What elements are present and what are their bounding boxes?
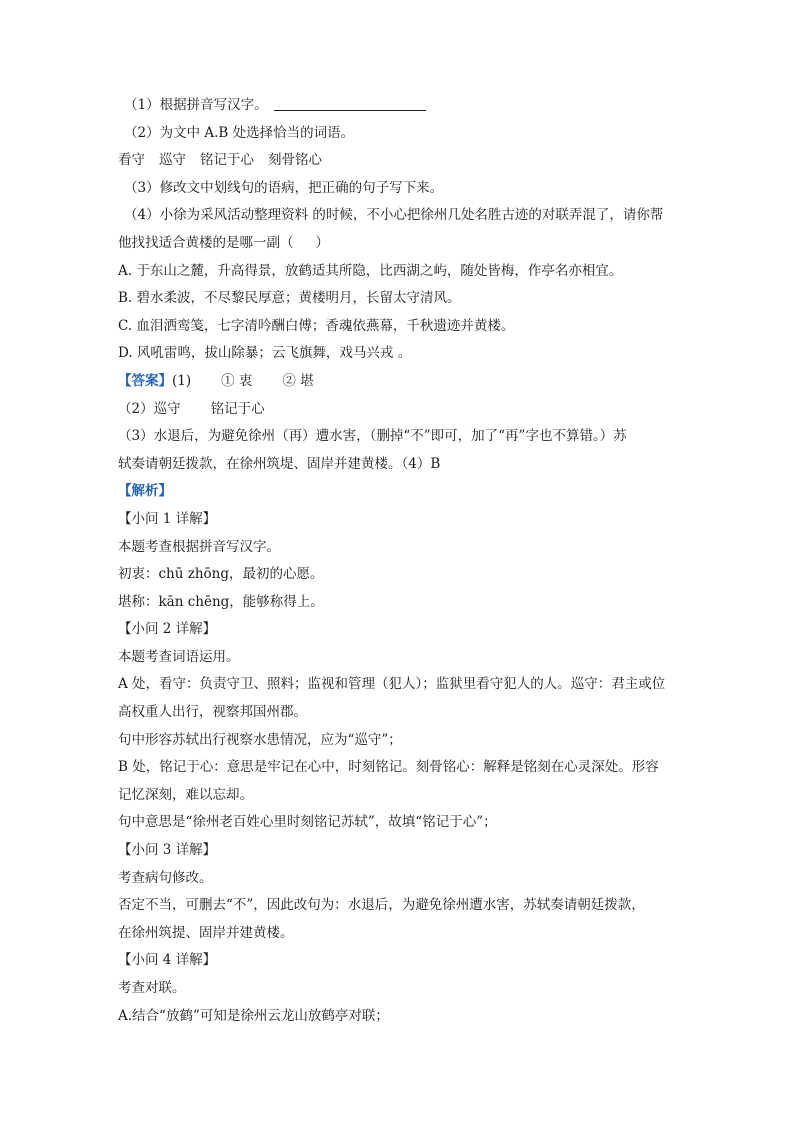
analysis-line: 考查对联。 [118,980,186,996]
option-a: A. 于东山之麓，升高得景，放鹤适其所隐，比西湖之屿，随处皆梅，作亭名亦相宜。 [118,262,623,279]
analysis-line: 否定不当，可删去“不”，因此改句为：水退后，为避免徐州遭水害，苏轼奏请朝廷拨款， [118,897,645,914]
document-page [118,92,678,1030]
analysis-line: 本题考查词语运用。 [118,648,240,665]
analysis-line: 句中形容苏轼出行视察水患情况，应为“巡守”； [118,731,402,748]
word-option: 铭记于心 [200,152,254,169]
analysis-line: 初衷：chū zhōng，最初的心愿。 [118,566,324,583]
answer-line-4: 轼奏请朝廷拨款，在徐州筑堤、固岸并建黄楼。（4）B [118,455,441,472]
analysis-line: A.结合“放鹤”可知是徐州云龙山放鹤亭对联； [118,1007,389,1024]
answer-line-1: 【答案】(1) ① 衷 ② 堪 [118,372,314,389]
option-b: B. 碧水柔波，不尽黎民厚意；黄楼明月，长留太守清风。 [118,290,461,307]
analysis-tag: 【解析】 [118,483,172,500]
analysis-line: 考查病句修改。 [118,869,213,886]
analysis-line: A 处，看守：负责守卫、照料；监视和管理（犯人）；监狱里看守犯人的人。巡守：君主或位 [118,676,666,693]
analysis-line: 句中意思是“徐州老百姓心里时刻铭记苏轼”，故填“铭记于心”； [118,814,497,831]
option-d: D. 风吼雷鸣，拔山除暴；云飞旗舞，戏马兴戎 。 [118,345,412,362]
analysis-line: 堪称：kān chēng，能够称得上。 [118,593,324,610]
analysis-line: 【小问 2 详解】 [118,621,217,638]
analysis-line: 记忆深刻，难以忘却。 [118,786,253,803]
analysis-line: 在徐州筑提、固岸并建黄楼。 [118,924,294,941]
question-2-word-list [118,147,678,175]
question-4-line-2: 他找找适合黄楼的是哪一副（ ） [118,234,329,251]
analysis-body [118,506,678,1030]
question-1 [118,92,678,120]
word-option: 看守 [118,152,145,169]
analysis-line: 本题考查根据拼音写汉字。 [118,538,280,555]
analysis-line: B 处，铭记于心：意思是牢记在心中，时刻铭记。刻骨铭心：解释是铭刻在心灵深处。形容 [118,759,659,776]
answer-tag: 【答案】 [118,372,172,389]
question-1-text: （1）根据拼音写汉字。 [124,97,268,113]
analysis-line: 【小问 1 详解】 [118,510,217,527]
word-option: 巡守 [159,152,186,169]
word-option: 刻骨铭心 [268,152,322,169]
analysis-heading [118,478,678,506]
question-3: （3）修改文中划线句的语病，把正确的句子写下来。 [124,179,444,196]
answer-blank [274,95,426,111]
analysis-line: 【小问 3 详解】 [118,842,217,859]
analysis-line: 【小问 4 详解】 [118,952,217,969]
answer-line-3: （3）水退后，为避免徐州（再）遭水害，（删掉“不”即可，加了“再”字也不算错。）苏 [118,428,627,445]
question-2: （2）为文中 A.B 处选择恰当的词语。 [124,124,355,141]
analysis-line: 高权重人出行，视察邦国州郡。 [118,704,307,721]
option-c: C. 血泪洒鸾笺，七字清吟酬白傅；香魂依燕幕，千秋遗迹并黄楼。 [118,317,515,334]
question-4-line-1: （4）小徐为采风活动整理资料 的时候，不小心把徐州几处名胜古迹的对联弄混了，请你帮 [124,207,664,224]
answer-line-2: （2）巡守 铭记于心 [118,400,265,417]
